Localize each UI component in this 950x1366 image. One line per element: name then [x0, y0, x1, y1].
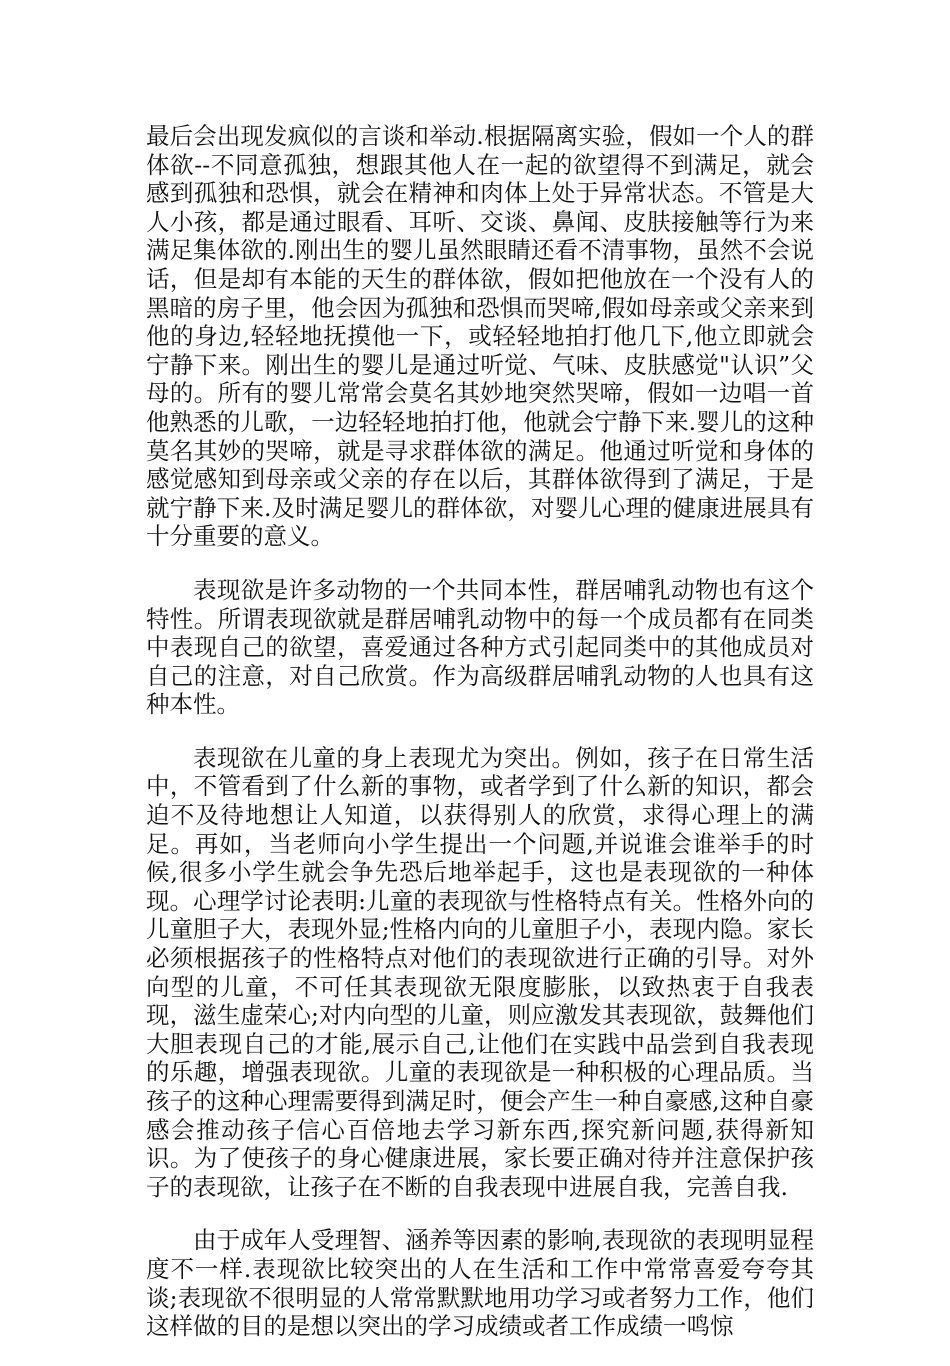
paragraph-3: 表现欲在儿童的身上表现尤为突出。例如，孩子在日常生活中，不管看到了什么新的事物，或者学到了什么新的知识，都会迫不及待地想让人知道，以获得别人的欣赏，求得心理上的满足。再如，当老师向小学生提出一个问题,并说谁会谁举手的时候,很多小学生就会争先恐后地举起手，这也是表现欲的一种体现。心理学讨论表明:儿童的表现欲与性格特点有关。性格外向的儿童胆子大，表现外显;性格内向的儿童胆子小，表现内隐。家长必须根据孩子的性格特点对他们的表现欲进行正确的引导。对外向型的儿童，不可任其表现欲无限度膨胀，以致热衷于自我表现，滋生虚荣心;对内向型的儿童，则应激发其表现欲，鼓舞他们大胆表现自己的才能,展示自己,让他们在实践中品尝到自我表现的乐趣，增强表现欲。儿童的表现欲是一种积极的心理品质。当孩子的这种心理需要得到满足时，便会产生一种自豪感,这种自豪感会推动孩子信心百倍地去学习新东西,探究新问题,获得新知识。为了使孩子的身心健康进展，家长要正确对待并注意保护孩子的表现欲，让孩子在不断的自我表现中进展自我，完善自我.	[146, 743, 814, 1201]
paragraph-4: 由于成年人受理智、涵养等因素的影响,表现欲的表现明显程度不一样.表现欲比较突出的人在生活和工作中常常喜爱夸夸其谈;表现欲不很明显的人常常默默地用功学习或者努力工作，他们这样做的目的是想以突出的学习成绩或者工作成绩一鸣惊	[146, 1226, 814, 1341]
paragraph-1: 最后会出现发疯似的言谈和举动.根据隔离实验，假如一个人的群体欲--不同意孤独，想跟其他人在一起的欲望得不到满足，就会感到孤独和恐惧，就会在精神和肉体上处于异常状态。不管是大人小孩，都是通过眼看、耳听、交谈、鼻闻、皮肤接触等行为来满足集体欲的.刚出生的婴儿虽然眼睛还看不清事物，虽然不会说话，但是却有本能的天生的群体欲，假如把他放在一个没有人的黑暗的房子里，他会因为孤独和恐惧而哭啼,假如母亲或父亲来到他的身边,轻轻地抚摸他一下，或轻轻地拍打他几下,他立即就会宁静下来。刚出生的婴儿是通过听觉、气味、皮肤感觉"认识”父母的。所有的婴儿常常会莫名其妙地突然哭啼，假如一边唱一首他熟悉的儿歌，一边轻轻地拍打他，他就会宁静下来.婴儿的这种莫名其妙的哭啼，就是寻求群体欲的满足。他通过听觉和身体的感觉感知到母亲或父亲的存在以后，其群体欲得到了满足，于是就宁静下来.及时满足婴儿的群体欲，对婴儿心理的健康进展具有十分重要的意义。	[146, 122, 814, 551]
paragraph-2: 表现欲是许多动物的一个共同本性，群居哺乳动物也有这个特性。所谓表现欲就是群居哺乳动物中的每一个成员都有在同类中表现自己的欲望，喜爱通过各种方式引起同类中的其他成员对自己的注意，对自己欣赏。作为高级群居哺乳动物的人也具有这种本性。	[146, 575, 814, 719]
document-page	[146, 122, 814, 1366]
